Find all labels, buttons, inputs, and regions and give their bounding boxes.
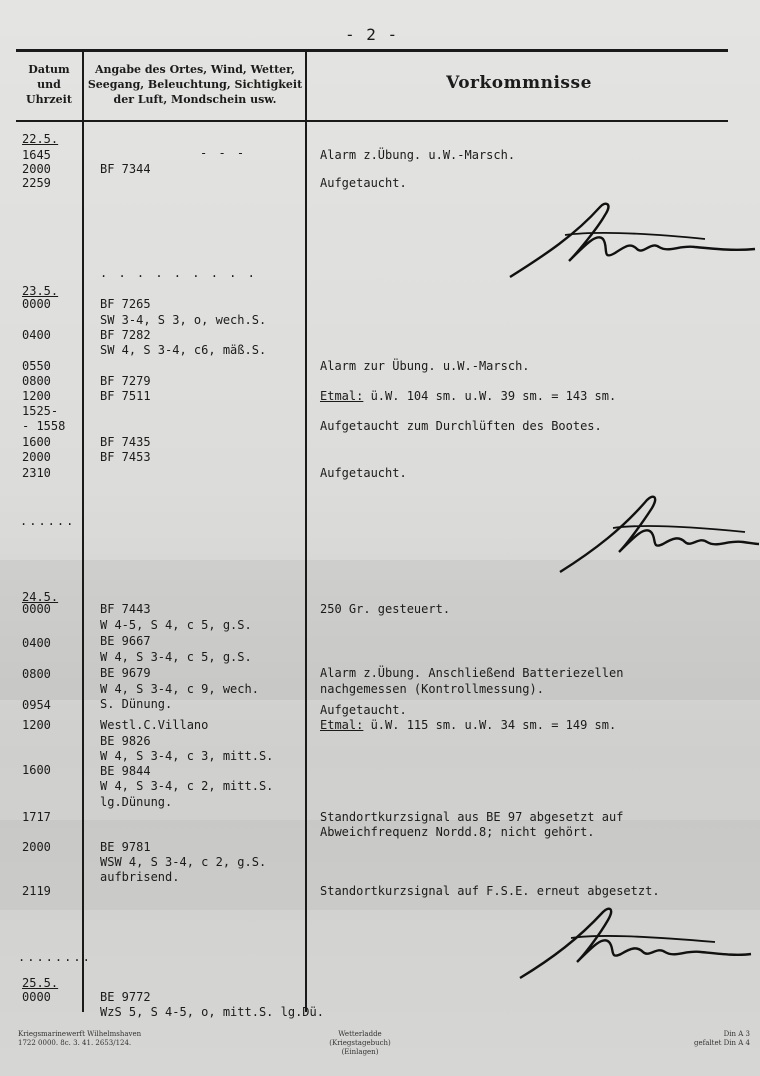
position-entry: BE 9667 [100,634,151,648]
page-number: - 2 - [345,25,399,44]
time-entry: 0000 [22,990,51,1004]
position-entry: BE 9781 [100,840,151,854]
separator-dotted: ........ [18,950,92,964]
time-entry: 1600 [22,763,51,777]
time-entry: 0000 [22,602,51,616]
separator-dashes: - - - [200,146,247,160]
position-entry: BE 9844 [100,764,151,778]
position-entry: BF 7279 [100,374,151,388]
position-entry: BF 7511 [100,389,151,403]
header-datum-line: und [37,78,61,91]
position-entry: W 4-5, S 4, c 5, g.S. [100,618,252,632]
position-entry: BF 7282 [100,328,151,342]
footer-left [18,1030,141,1048]
time-entry: 25.5. [22,976,59,990]
position-entry: BF 7453 [100,450,151,464]
header-datum-line: Datum [28,63,70,76]
position-entry: Westl.C.Villano [100,718,209,732]
time-entry: 2000 [22,450,51,464]
event-entry: Alarm z.Übung. Anschließend Batteriezellen [320,666,624,680]
event-entry: Alarm zur Übung. u.W.-Marsch. [320,359,530,373]
time-entry: 0000 [22,297,51,311]
position-entry: BF 7435 [100,435,151,449]
event-entry: Aufgetaucht zum Durchlüften des Bootes. [320,419,602,433]
footer-line: 1722 0000. 8c. 3. 41. 2653/124. [18,1039,132,1047]
footer-right [680,1030,750,1048]
time-entry: 0400 [22,636,51,650]
position-entry: W 4, S 3-4, c 5, g.S. [100,650,252,664]
table-top-rule [16,49,728,52]
time-entry: - 1558 [22,419,66,433]
signature [555,488,760,578]
separator-dotted: . . . . . . . . . [100,266,257,280]
column-rule-2 [305,50,307,1012]
event-entry: Aufgetaucht. [320,176,407,190]
header-ort [86,62,304,107]
position-entry: WSW 4, S 3-4, c 2, g.S. [100,855,267,869]
position-entry: W 4, S 3-4, c 2, mitt.S. [100,779,274,793]
event-entry: Aufgetaucht. [320,466,407,480]
time-entry: 24.5. [22,590,59,604]
table-header-rule [16,120,728,122]
header-datum-line: Uhrzeit [26,93,72,106]
position-entry: BE 9679 [100,666,151,680]
position-entry: BF 7344 [100,162,151,176]
signature [515,900,755,985]
header-vorkommnisse: Vorkommnisse [446,73,592,93]
footer-line: Kriegsmarinewerft Wilhelmshaven [18,1030,142,1038]
footer-line: gefaltet Din A 4 [694,1039,750,1047]
time-entry: 1200 [22,718,51,732]
signature [505,195,760,285]
position-entry: SW 3-4, S 3, o, wech.S. [100,313,267,327]
footer-center [310,1030,410,1057]
time-entry: 1600 [22,435,51,449]
event-entry: Etmal: ü.W. 115 sm. u.W. 34 sm. = 149 sm. [320,718,617,732]
time-entry: 22.5. [22,132,59,146]
time-entry: 2000 [22,840,51,854]
position-entry: WzS 5, S 4-5, o, mitt.S. lg.Dü. [100,1005,324,1019]
position-entry: BE 9772 [100,990,151,1004]
event-entry: Standortkurzsignal auf F.S.E. erneut abgesetzt. [320,884,660,898]
header-datum [18,62,80,107]
position-entry: BE 9826 [100,734,151,748]
time-entry: 23.5. [22,284,59,298]
position-entry: SW 4, S 3-4, c6, mäß.S. [100,343,267,357]
time-entry: 0800 [22,374,51,388]
footer-line: Din A 3 [723,1030,750,1038]
event-entry: Standortkurzsignal aus BE 97 abgesetzt auf [320,810,624,824]
event-entry: Abweichfrequenz Nordd.8; nicht gehört. [320,825,595,839]
position-entry: S. Dünung. [100,697,173,711]
time-entry: 0954 [22,698,51,712]
event-entry: Alarm z.Übung. u.W.-Marsch. [320,148,516,162]
time-entry: 2119 [22,884,51,898]
header-ort-line: Angabe des Ortes, Wind, Wetter, [94,63,296,76]
time-entry: 2310 [22,466,51,480]
position-entry: W 4, S 3-4, c 3, mitt.S. [100,749,274,763]
time-entry: 2259 [22,176,51,190]
time-entry: 1717 [22,810,51,824]
footer-line: (Einlagen) [341,1048,379,1056]
column-rule-1 [82,50,84,1012]
etmal-label: Etmal: [320,389,364,403]
event-entry: Aufgetaucht. [320,703,407,717]
time-entry: 2000 [22,162,51,176]
event-entry: Etmal: ü.W. 104 sm. u.W. 39 sm. = 143 sm. [320,389,617,403]
position-entry: BF 7443 [100,602,151,616]
position-entry: aufbrisend. [100,870,180,884]
position-entry: lg.Dünung. [100,795,173,809]
position-entry: BF 7265 [100,297,151,311]
time-entry: 0800 [22,667,51,681]
time-entry: 1645 [22,148,51,162]
time-entry: 0400 [22,328,51,342]
time-entry: 1200 [22,389,51,403]
event-entry: nachgemessen (Kontrollmessung). [320,682,544,696]
header-ort-line: Seegang, Beleuchtung, Sichtigkeit [87,78,303,91]
time-entry: 1525- [22,404,59,418]
header-ort-line: der Luft, Mondschein usw. [113,93,277,106]
separator-dotted: ...... [20,514,76,528]
etmal-label: Etmal: [320,718,364,732]
event-entry: 250 Gr. gesteuert. [320,602,451,616]
position-entry: W 4, S 3-4, c 9, wech. [100,682,259,696]
footer-line: Wetterladde (Kriegstagebuch) [329,1030,391,1047]
time-entry: 0550 [22,359,51,373]
